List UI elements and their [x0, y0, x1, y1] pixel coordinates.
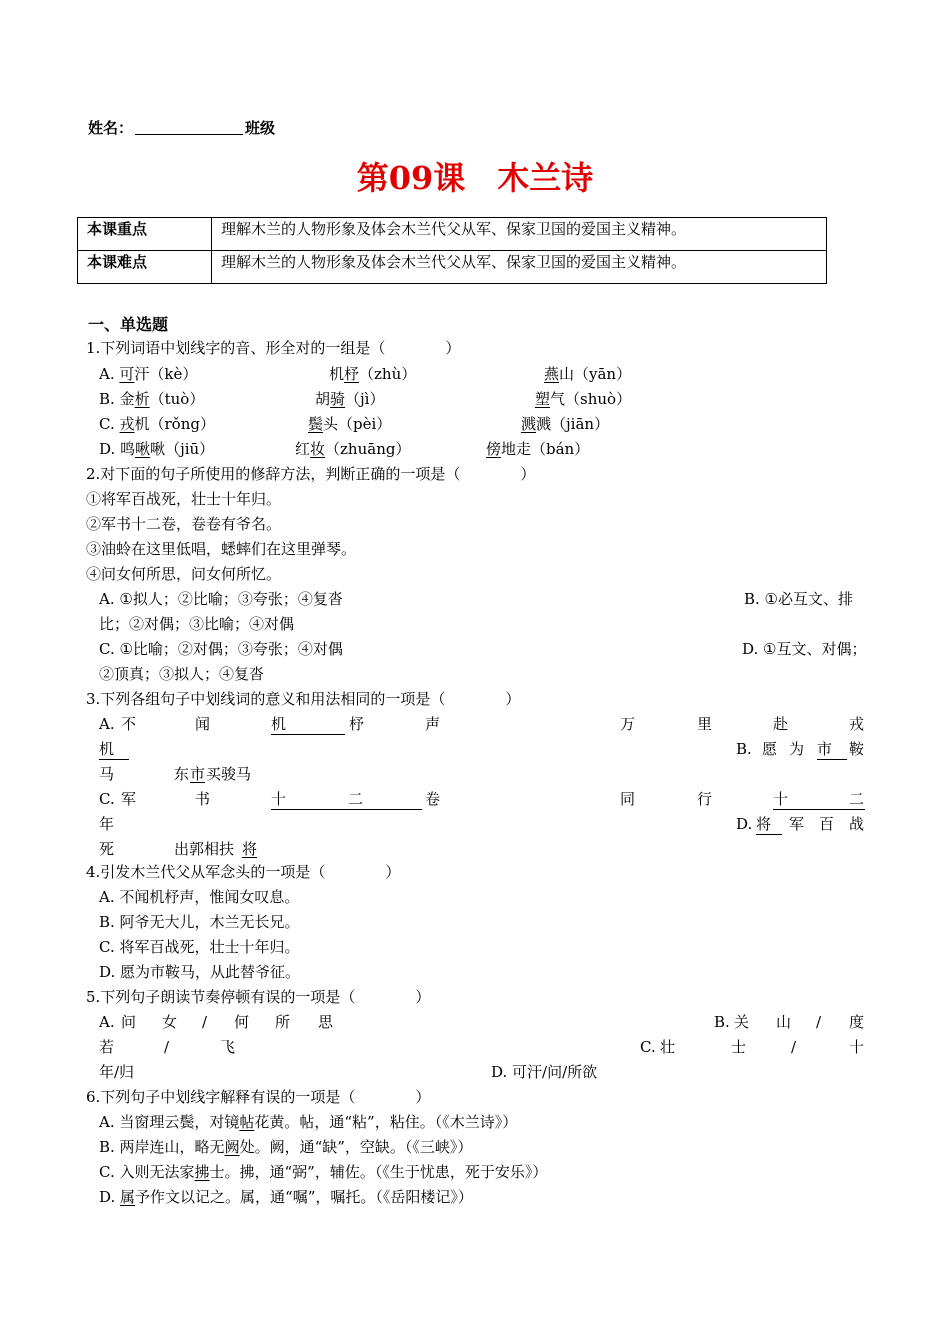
- class-label: 班级: [245, 119, 276, 137]
- question-stem: 2.对下面的句子所使用的修辞方法，判断正确的一项是（ ）: [86, 465, 536, 483]
- option-text: 为: [789, 740, 805, 758]
- underlined-char: 溅: [521, 415, 537, 433]
- underlined-char: 塑: [535, 390, 551, 408]
- option-text: 十: [849, 1038, 865, 1056]
- option-text: 溅（jiān）: [536, 415, 610, 433]
- option-b: B. ①必互文、排: [744, 590, 854, 608]
- table-cell: 理解木兰的人物形象及体会木兰代父从军、保家卫国的爱国主义精神。: [212, 251, 827, 284]
- underlined-char: 燕: [544, 365, 560, 383]
- underlined-char: 鬓: [308, 415, 324, 433]
- option-letter: A.: [99, 715, 115, 733]
- option-text: 年/归: [99, 1063, 135, 1081]
- underlined-word: 将: [756, 814, 782, 835]
- option-text: 予作文以记之。属，通“嘱”，嘱托。（《岳阳楼记》）: [135, 1188, 473, 1206]
- option-d: D. 可汗/问/所欲: [491, 1063, 598, 1081]
- underlined-char: 拂: [194, 1163, 210, 1181]
- name-label: 姓名：: [88, 119, 134, 137]
- option-letter: C.: [640, 1038, 656, 1056]
- underlined-word: 市: [817, 739, 847, 760]
- option-letter: B.: [736, 740, 752, 758]
- option-text: 战: [849, 815, 865, 833]
- option-text: /: [816, 1013, 822, 1031]
- option-text: 机: [329, 365, 345, 383]
- option-letter: D.: [99, 440, 116, 458]
- option-text: 壮: [660, 1038, 676, 1056]
- option-text: C. 入则无法家: [99, 1163, 195, 1181]
- page-title: 第09课 木兰诗: [356, 159, 594, 197]
- underlined-char: 帖: [239, 1113, 255, 1131]
- option-text: 百: [819, 815, 835, 833]
- underlined-word: 机: [99, 739, 129, 760]
- option-text: 地走（bán）: [501, 440, 590, 458]
- question-stem: 3.下列各组句子中划线词的意义和用法相同的一项是（ ）: [86, 690, 521, 708]
- option-text: 士: [731, 1038, 747, 1056]
- option-text: 鞍: [849, 740, 865, 758]
- option-letter: D.: [736, 815, 753, 833]
- option-text: 气（shuò）: [550, 390, 632, 408]
- option-text: 山: [776, 1013, 792, 1031]
- sentence-line: ④问女何所思，问女何所忆。: [86, 565, 282, 583]
- question-stem: 4.引发木兰代父从军念头的一项是（ ）: [86, 863, 401, 881]
- option-text: 机（rǒng）: [134, 415, 215, 433]
- sentence-line: ①将军百战死，壮士十年归。: [86, 490, 282, 508]
- option-text: 度: [849, 1013, 865, 1031]
- underlined-char: 戎: [119, 415, 135, 433]
- option-text: 关: [734, 1013, 750, 1031]
- section-heading: 一、单选题: [88, 315, 169, 334]
- option-letter: B.: [99, 390, 115, 408]
- option-text: 里: [697, 715, 713, 733]
- option-text: （jì）: [345, 390, 385, 408]
- option-b-cont: 比；②对偶；③比喻；④对偶: [99, 615, 295, 633]
- option-text: 思: [318, 1013, 334, 1031]
- option-text: /: [164, 1038, 170, 1056]
- option-b: [99, 1137, 472, 1157]
- option-text: 马: [99, 765, 115, 783]
- option-text: 何: [234, 1013, 250, 1031]
- option-a: A. ①拟人；②比喻；③夸张；④复沓: [99, 590, 343, 608]
- option-text: 鸣: [120, 440, 136, 458]
- option-text: 杼: [349, 715, 365, 733]
- table-row: [78, 251, 827, 284]
- option-text: 闻: [195, 715, 211, 733]
- option-text: 不: [121, 715, 137, 733]
- option-text: 军: [789, 815, 805, 833]
- option-text: /: [202, 1013, 208, 1031]
- option-text: 汗（kè）: [134, 365, 198, 383]
- option-letter: A.: [99, 1013, 115, 1031]
- underlined-word: 二: [849, 790, 865, 808]
- option-d: [99, 1187, 473, 1207]
- option-c: [99, 1162, 547, 1182]
- option-letter: B.: [714, 1013, 730, 1031]
- question-stem: 5.下列句子朗读节奏停顿有误的一项是（ ）: [86, 988, 431, 1006]
- option-b: B. 阿爷无大儿，木兰无长兄。: [99, 913, 300, 931]
- option-text: 书: [195, 790, 211, 808]
- option-text: 若: [99, 1038, 115, 1056]
- underlined-word: 机: [271, 714, 345, 735]
- table-cell: 理解木兰的人物形象及体会木兰代父从军、保家卫国的爱国主义精神。: [212, 218, 827, 251]
- option-text: 赴: [773, 715, 789, 733]
- option-text: 胡: [315, 390, 331, 408]
- option-d: D. 愿为市鞍马，从此替爷征。: [99, 963, 301, 981]
- option-text: （tuò）: [149, 390, 205, 408]
- sentence-line: ②军书十二卷，卷卷有爷名。: [86, 515, 282, 533]
- underlined-char: 可: [119, 365, 135, 383]
- option-text: 愿: [762, 740, 778, 758]
- underlined-char: 骑: [330, 390, 346, 408]
- option-text: 问: [121, 1013, 137, 1031]
- option-text: 买骏马: [206, 765, 252, 783]
- option-text: B. 两岸连山，略无: [99, 1138, 225, 1156]
- option-text: 行: [697, 790, 713, 808]
- option-text: 花黄。帖，通“粘”，粘住。（《木兰诗》）: [254, 1113, 518, 1131]
- underlined-char: 属: [120, 1188, 136, 1206]
- table-cell: 本课重点: [78, 218, 212, 251]
- option-text: 出郭相扶: [174, 840, 235, 858]
- option-text: 头（pèi）: [323, 415, 392, 433]
- underlined-word: 将: [242, 840, 258, 858]
- name-field: [88, 118, 275, 138]
- table-row: [78, 218, 827, 251]
- question-stem: 1.下列词语中划线字的音、形全对的一组是（ ）: [86, 339, 461, 357]
- option-text: A. 当窗理云鬓，对镜: [99, 1113, 240, 1131]
- option-text: /: [791, 1038, 797, 1056]
- option-text: 同: [620, 790, 636, 808]
- option-letter: C.: [99, 415, 115, 433]
- option-letter: A.: [99, 365, 115, 383]
- option-text: 年: [99, 815, 115, 833]
- option-text: 女: [162, 1013, 178, 1031]
- option-text: 死: [99, 840, 115, 858]
- option-a: [99, 1112, 517, 1132]
- underlined-char: 妆: [310, 440, 326, 458]
- underlined-char: 杼: [344, 365, 360, 383]
- underlined-char: 析: [134, 390, 150, 408]
- underlined-word: 十: [773, 789, 851, 810]
- option-text: 东: [174, 765, 190, 783]
- option-text: （zhù）: [359, 365, 417, 383]
- option-text: 声: [425, 715, 441, 733]
- option-text: 飞: [220, 1038, 236, 1056]
- option-text: 军: [121, 790, 137, 808]
- sentence-line: ③油蛉在这里低唱，蟋蟀们在这里弹琴。: [86, 540, 357, 558]
- option-text: 山（yān）: [559, 365, 632, 383]
- name-blank: [135, 120, 243, 135]
- underlined-word: 二: [348, 789, 422, 810]
- underlined-char: 阙: [224, 1138, 240, 1156]
- option-d-cont: ②顶真；③拟人；④复沓: [99, 665, 265, 683]
- option-text: 金: [119, 390, 135, 408]
- option-text: （zhuāng）: [325, 440, 411, 458]
- option-text: 所: [275, 1013, 291, 1031]
- table-cell: 本课难点: [78, 251, 212, 284]
- option-text: 戎: [849, 715, 865, 733]
- option-d: D. ①互文、对偶；: [742, 640, 867, 658]
- option-text: 红: [295, 440, 311, 458]
- question-stem: 6.下列句子中划线字解释有误的一项是（ ）: [86, 1088, 431, 1106]
- option-text: 处。阙，通“缺”，空缺。（《三峡》）: [239, 1138, 473, 1156]
- option-text: 卷: [425, 790, 441, 808]
- option-c: C. 将军百战死，壮士十年归。: [99, 938, 300, 956]
- option-text: 士。拂，通“弼”，辅佐。（《生于忧患，死于安乐》）: [209, 1163, 548, 1181]
- option-text: 啾（jiū）: [150, 440, 215, 458]
- option-text: D.: [99, 1188, 121, 1206]
- focus-table: [77, 217, 827, 284]
- underlined-word: 市: [190, 765, 206, 783]
- option-letter: C.: [99, 790, 115, 808]
- option-a: A. 不闻机杼声，惟闻女叹息。: [99, 888, 300, 906]
- underlined-char: 啾: [135, 440, 151, 458]
- option-c: C. ①比喻；②对偶；③夸张；④对偶: [99, 640, 343, 658]
- underlined-word: 十: [271, 789, 349, 810]
- underlined-char: 傍: [486, 440, 502, 458]
- option-text: 万: [620, 715, 636, 733]
